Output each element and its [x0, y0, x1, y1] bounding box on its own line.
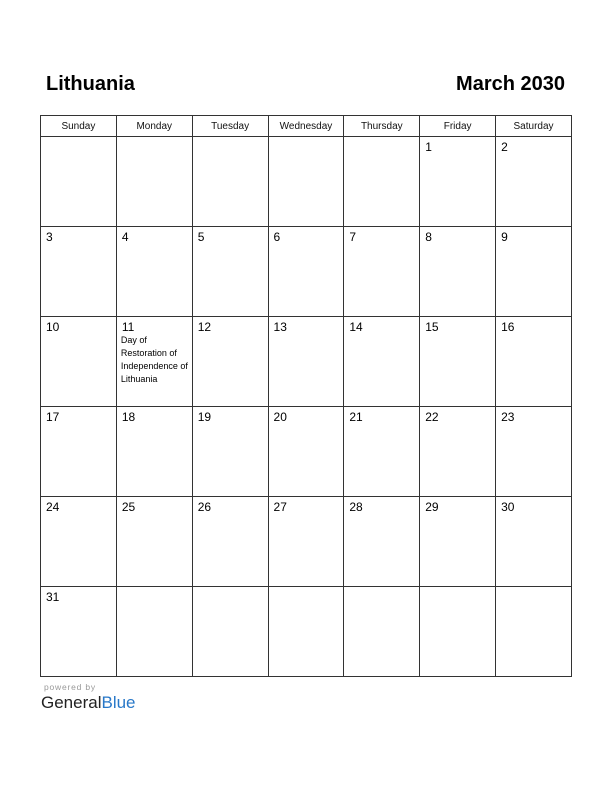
weekday-header: Wednesday	[268, 116, 344, 137]
day-cell	[268, 227, 344, 317]
day-cell	[116, 587, 192, 677]
day-cell	[344, 137, 420, 227]
day-number: 8	[425, 230, 432, 244]
day-cell	[496, 137, 572, 227]
day-cell	[344, 227, 420, 317]
day-number	[41, 137, 116, 140]
weekday-header: Monday	[116, 116, 192, 137]
day-number: 5	[197, 230, 205, 244]
day-number: 12	[197, 320, 212, 334]
day-number: 24	[46, 500, 60, 514]
day-cell	[41, 407, 117, 497]
day-number	[117, 587, 192, 590]
day-cell	[192, 497, 268, 587]
day-number	[344, 137, 419, 140]
day-number: 31	[46, 590, 60, 604]
week-row	[41, 497, 572, 587]
weekday-header: Sunday	[41, 116, 117, 137]
day-number: 14	[349, 320, 363, 334]
month-title: March 2030	[456, 73, 565, 95]
day-number	[420, 587, 495, 590]
day-number: 25	[121, 500, 136, 514]
day-cell	[268, 317, 344, 407]
day-cell	[496, 497, 572, 587]
country-title: Lithuania	[46, 73, 135, 95]
day-cell	[268, 497, 344, 587]
day-cell	[116, 407, 192, 497]
day-number: 28	[349, 500, 363, 514]
weekday-header: Thursday	[344, 116, 420, 137]
day-cell	[41, 587, 117, 677]
day-cell	[41, 137, 117, 227]
day-cell	[344, 587, 420, 677]
day-cell	[268, 137, 344, 227]
day-cell	[192, 407, 268, 497]
day-number: 1	[425, 140, 432, 154]
day-cell	[192, 587, 268, 677]
day-cell	[420, 587, 496, 677]
day-cell	[192, 317, 268, 407]
weekday-header: Friday	[420, 116, 496, 137]
day-number: 4	[121, 230, 129, 244]
day-cell	[268, 587, 344, 677]
holiday-label: Day of Restoration of Independence of Lithuania	[120, 335, 188, 384]
day-cell	[116, 137, 192, 227]
day-cell	[420, 407, 496, 497]
day-number: 2	[501, 140, 508, 154]
day-cell	[420, 227, 496, 317]
day-cell	[344, 497, 420, 587]
day-number: 16	[501, 320, 515, 334]
day-cell	[496, 227, 572, 317]
week-row	[41, 137, 572, 227]
brand-general-text: General	[41, 693, 102, 712]
day-number: 11	[121, 320, 135, 334]
day-number: 29	[425, 500, 439, 514]
day-cell	[192, 137, 268, 227]
day-cell	[116, 317, 192, 407]
day-cell	[496, 317, 572, 407]
day-cell	[344, 317, 420, 407]
day-number	[117, 137, 192, 140]
day-number	[344, 587, 419, 590]
week-row	[41, 317, 572, 407]
day-number: 7	[349, 230, 357, 244]
weekday-header: Saturday	[496, 116, 572, 137]
day-cell	[41, 227, 117, 317]
powered-by-label: powered by	[44, 682, 96, 692]
brand-blue-text: Blue	[101, 693, 136, 712]
day-number: 3	[46, 230, 53, 244]
day-number: 19	[197, 410, 212, 424]
week-row	[41, 227, 572, 317]
day-cell	[496, 407, 572, 497]
day-cell	[420, 497, 496, 587]
day-cell	[420, 317, 496, 407]
day-number: 10	[46, 320, 60, 334]
day-number: 15	[425, 320, 439, 334]
day-number: 21	[349, 410, 363, 424]
weekday-header-row	[41, 116, 572, 137]
day-number	[496, 587, 571, 590]
calendar-grid	[40, 115, 572, 677]
day-number: 26	[197, 500, 212, 514]
day-number: 17	[46, 410, 60, 424]
day-number	[193, 137, 268, 140]
day-cell	[420, 137, 496, 227]
day-cell	[116, 497, 192, 587]
day-number: 30	[501, 500, 515, 514]
day-cell	[344, 407, 420, 497]
day-number	[269, 137, 344, 140]
day-cell	[41, 497, 117, 587]
day-number	[193, 587, 268, 590]
day-cell	[268, 407, 344, 497]
week-row	[41, 407, 572, 497]
day-number: 20	[273, 410, 287, 424]
day-number: 23	[501, 410, 515, 424]
day-number	[269, 587, 344, 590]
day-cell	[192, 227, 268, 317]
day-number: 18	[121, 410, 136, 424]
generalblue-logo[interactable]	[41, 693, 136, 713]
day-cell	[116, 227, 192, 317]
day-number: 22	[425, 410, 439, 424]
day-cell	[496, 587, 572, 677]
day-cell	[41, 317, 117, 407]
day-number: 9	[501, 230, 508, 244]
day-number: 6	[273, 230, 281, 244]
weekday-header: Tuesday	[192, 116, 268, 137]
day-number: 13	[273, 320, 287, 334]
week-row	[41, 587, 572, 677]
day-number: 27	[273, 500, 287, 514]
